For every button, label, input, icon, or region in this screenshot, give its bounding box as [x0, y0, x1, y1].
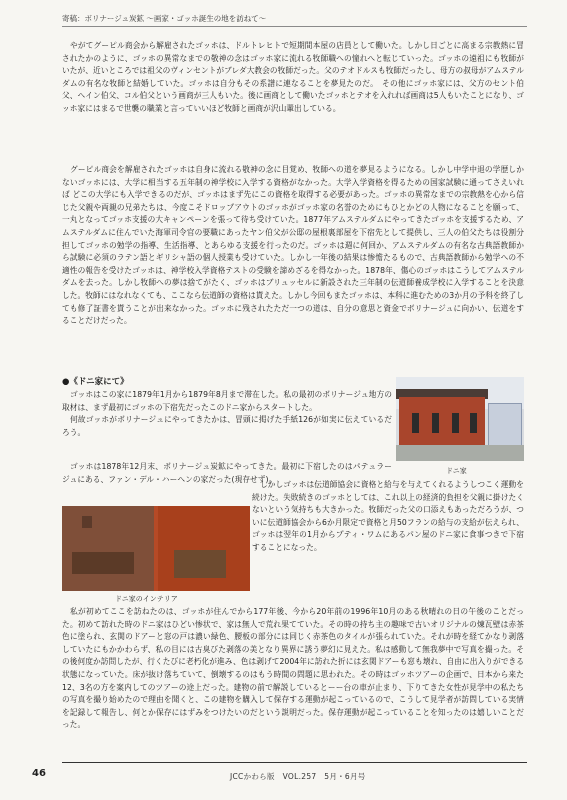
- footer-divider: [62, 762, 527, 763]
- paragraph-text: 何故ゴッホがボリナージュにやってきたかは、冒頭に掲げた手紙126が如実に伝えているだろう。: [62, 415, 392, 437]
- section-title: ●《ドニ家にて》: [62, 377, 129, 387]
- paragraph-text: 私が初めてここを訪ねたのは、ゴッホが住んでから177年後、今から20年前の1996年10月のある秋晴れの日の午後のことだった。初めて訪れた時のドニ家はひどい惨状で、家は無人で荒れ果てていた。その時の持ち主の趣味で古いオリジナルの煉瓦壁は赤茶色に塗られ、玄関のドアーと窓の戸は濃い緑色、腰板の部分には同じく赤茶色のタイルが張られていた。それが時を経てかなり剥落していたにもかかわらず、私の目には古臭びた剥落の美となり異界に誘う夢幻に見えた。私は感動して無我夢中で写真を撮った。その後何度か訪問したが、行くたびに老朽化が進み、色は剥げて2004年に訪れた折には玄関ドアーも窓も壊れ、自由に出入りができる状態になっていた。床が抜け落ちていて、倒壊するのはもう時間の問題に思われた。その時はゴッホツアーの企画で、日本から来た12、3名の方を案内してのツアーの途上だった。建物の前で解説しているとーー台の車が止まり、下りてきた女性が見学中の私たちの写真を撮り始めたので理由を聞くと、この建物を購入して保存する運動が起こっているので、こうして見学者が訪問している実情を記録して報告し、何とか保存にはずみをつけたいのだという説明だった。保存運動が起こっていることを知ったのは嬉しいことだった。: [62, 607, 524, 730]
- denis-house-photo: [396, 377, 524, 461]
- paragraph-text: しかしゴッホは伝道師協会に資格と給与を与えてくれるようしつこく運動を続けた。失敗続きのゴッホとしては、これ以上の経済的負担を父親に掛けたくないという気持ちも大きかった。牧師だった父の口添えもあっただろうが、ついに伝道師協会から6か月限定で資格と月50フランの給与の支給が伝えられ、ゴッホは翌年の1月からプティ・ワムにあるパン屋のドニ家に食事つきで下宿することになった。: [252, 480, 524, 552]
- paragraph-text: ゴッホは1878年12月末、ボリナージュ炭鉱にやってきた。最初に下宿したのはパテュラージュにある、ファン・デル・ハーヘンの家だった(現存せず)。: [62, 462, 392, 484]
- photo-caption: ドニ家のインテリア: [115, 595, 178, 603]
- footer-text: JCCかわら版 VOL.257 5月・6月号: [230, 772, 366, 781]
- body-paragraph-2: [62, 164, 524, 362]
- interior-photo: [62, 506, 250, 591]
- section-paragraph-1: [62, 389, 392, 459]
- body-paragraph-1: [62, 40, 524, 152]
- paragraph-text: ゴッホはこの家に1879年1月から1879年8月まで滞在した。私の最初のボリナージュ地方の取材は、まず最初にゴッホの下宿先だったこのドニ家からスタートした。: [62, 390, 392, 412]
- closing-paragraph: [62, 606, 524, 774]
- page-number: 46: [32, 768, 46, 779]
- paragraph-text: やがてグーピル商会から解雇されたゴッホは、ドルトレヒトで短期間本屋の店員として働いた。しかし日ごとに高まる宗教熱に冒されたかのように、ゴッホの異常なまでの敬神の念はゴッホ家に流れる牧師職への憧れへと転じていった。ゴッホの遠祖にも牧師がいたが、近いところでは祖父のヴィンセントがブレダ大教会の牧師だった。父のテオドルスも牧師だったし、母方の叔母がアムステルダムの有名な牧師と結婚していた。ゴッホは自分もその系譜に連なることを夢見たのだ。 その他にゴッホ家には、父方のセント伯父、ヘイン伯父、コル伯父という画商が三人もいた。後に画商として働いたゴッホとテオを入れれば画商は5人もいたことになり、ゴッホ家にはまるで世襲の職業と言っていいほど牧師と画商が沢山輩出している。: [62, 41, 524, 113]
- photo-caption: ドニ家: [446, 467, 467, 475]
- paragraph-text: グーピル商会を解雇されたゴッホは自身に流れる敬神の念に目覚め、牧師への道を夢見るようになる。しかし中学中退の学歴しかないゴッホには、大学に相当する五年制の神学校に入学する資格がなかった。大学入学資格を得るための国家試験に通ってさえいれば どこの大学にも入学できるのだが、ゴッホはまず先にこの資格を取得する必要があった。ゴッホの異常なまでの宗教熱を心から信じた父親や両親の兄弟たちは、今度こそドロップアウトのゴッホがゴッホ家の名誉のためにもひとかどの人物になることを願って、一丸となってゴッホ支援の大キャンペーンを張って待ち受けていた。1877年アムステルダムにやってきたゴッホを支援するため、アムステルダムに住んでいた海軍司令官の要職にあったヤン伯父が公邸の屋根裏部屋を下宿先として提供し、三人の伯父たちは役割分担してゴッホの勉学の指導、生活指導、とあらゆる支援を行ったのだ。ゴッホは週に何回か、アムステルダムの有名な古典語教師から試験に必須のラテン語とギリシャ語の個人授業も受けていた。しかし一年後の結果は惨憺たるもので、古典語教師から勉学への不適性の報告を受けたゴッホは、神学校入学資格テストの受験を諦めざるを得なかった。1878年、傷心のゴッホはこうしてアムステルダムを去った。しかし牧師への夢は捨てがたく、ゴッホはブリュッセルに新設された三年制の伝道師養成学校に入学することを決意した。牧師にはなれなくても、ここなら伝道師の資格は貰えた。しかし今回もまたゴッホは、本科に進むための3か月の予科を終了しても修了証書を貰うことが出来なかった。ゴッホに残されたただ一つの道は、自分の意思と資金でボリナージュに向かい、伝道をすることだけだった。: [62, 165, 524, 326]
- section-paragraph-3: [252, 479, 524, 591]
- page-header: 寄稿：ボリナージュ炭鉱 〜画家・ゴッホ誕生の地を訪ねて〜: [62, 13, 527, 27]
